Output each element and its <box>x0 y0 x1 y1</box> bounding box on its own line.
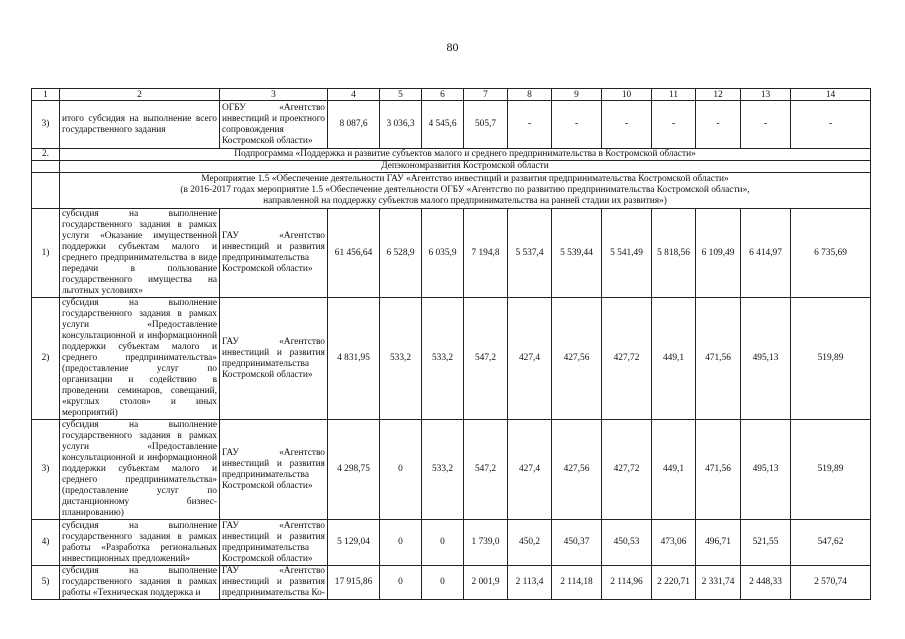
value-cell: 6 528,9 <box>380 209 422 298</box>
value-cell: 6 109,49 <box>696 209 741 298</box>
row-index: 4) <box>32 520 60 566</box>
value-cell: - <box>696 101 741 149</box>
section-title: Подпрограмма «Поддержка и развитие субъектов малого и среднего предпринимательства в Костромской области» <box>60 149 871 161</box>
value-cell: 2 220,71 <box>652 566 696 600</box>
row-description: субсидия на выполнение государственного задания в рамках работы «Техническая поддержка и <box>60 566 220 600</box>
header-cell: 2 <box>60 89 220 101</box>
value-cell: 450,2 <box>508 520 552 566</box>
value-cell: 2 570,74 <box>791 566 871 600</box>
value-cell: 61 456,64 <box>328 209 380 298</box>
header-cell: 3 <box>220 89 328 101</box>
row-description: субсидия на выполнение государственного задания в рамках услуги «Предоставление консультационной и информационной поддержки субъектам малого и среднего предпринимательства» (предоставление услуг по дистанционному бизнес-планированию) <box>60 420 220 520</box>
header-cell: 8 <box>508 89 552 101</box>
value-cell: 471,56 <box>696 298 741 420</box>
value-cell: 473,06 <box>652 520 696 566</box>
value-cell: 4 545,6 <box>422 101 464 149</box>
event-description <box>60 173 871 209</box>
value-cell: 5 539,44 <box>552 209 602 298</box>
value-cell: 533,2 <box>380 298 422 420</box>
value-cell: 2 113,4 <box>508 566 552 600</box>
value-cell: 533,2 <box>422 420 464 520</box>
value-cell: 0 <box>380 420 422 520</box>
value-cell: 496,71 <box>696 520 741 566</box>
value-cell: 519,89 <box>791 420 871 520</box>
value-cell: 0 <box>380 520 422 566</box>
value-cell: 533,2 <box>422 298 464 420</box>
value-cell: 3 036,3 <box>380 101 422 149</box>
header-cell: 6 <box>422 89 464 101</box>
row-index: 5) <box>32 566 60 600</box>
value-cell: 2 001,9 <box>464 566 508 600</box>
header-cell: 1 <box>32 89 60 101</box>
value-cell: 0 <box>380 566 422 600</box>
value-cell: 2 114,18 <box>552 566 602 600</box>
value-cell: 449,1 <box>652 298 696 420</box>
event-line: (в 2016-2017 годах мероприятие 1.5 «Обеспечение деятельности ОГБУ «Агентство по развитию предпринимательства Костромской области», <box>180 185 750 195</box>
row-index: 2) <box>32 298 60 420</box>
value-cell: 5 537,4 <box>508 209 552 298</box>
header-cell: 14 <box>791 89 871 101</box>
value-cell: 2 331,74 <box>696 566 741 600</box>
header-cell: 10 <box>602 89 652 101</box>
value-cell: 4 298,75 <box>328 420 380 520</box>
row-organization: ГАУ «Агентство инвестиций и развития предпринимательства Костромской области» <box>220 420 328 520</box>
table-row <box>32 520 871 566</box>
row-index: 3) <box>32 420 60 520</box>
value-cell: - <box>791 101 871 149</box>
empty-cell <box>32 173 60 209</box>
value-cell: 4 831,95 <box>328 298 380 420</box>
value-cell: 427,4 <box>508 298 552 420</box>
value-cell: 6 735,69 <box>791 209 871 298</box>
dept-row <box>32 161 871 173</box>
value-cell: 8 087,6 <box>328 101 380 149</box>
value-cell: 1 739,0 <box>464 520 508 566</box>
value-cell: 505,7 <box>464 101 508 149</box>
row-organization: ГАУ «Агентство инвестиций и развития предпринимательства Костромской области» <box>220 520 328 566</box>
value-cell: 495,13 <box>741 420 791 520</box>
row-organization: ОГБУ «Агентство инвестиций и проектного сопровождения Костромской области» <box>220 101 328 149</box>
value-cell: 495,13 <box>741 298 791 420</box>
row-description: субсидия на выполнение государственного задания в рамках услуги «Предоставление консультационной и информационной поддержки субъектам малого и среднего предпринимательства» (предоставление услуг по организации и содействию в проведении семинаров, совещаний, «круглых столов» и иных мероприятий) <box>60 298 220 420</box>
event-row <box>32 173 871 209</box>
header-cell: 4 <box>328 89 380 101</box>
row-index: 1) <box>32 209 60 298</box>
value-cell: 2 114,96 <box>602 566 652 600</box>
header-cell: 13 <box>741 89 791 101</box>
empty-cell <box>32 161 60 173</box>
row-organization: ГАУ «Агентство инвестиций и развития предпринимательства Ко- <box>220 566 328 600</box>
header-cell: 12 <box>696 89 741 101</box>
row-description: итого субсидия на выполнение всего государственного задания <box>60 101 220 149</box>
table-row <box>32 566 871 600</box>
table-row <box>32 101 871 149</box>
value-cell: 7 194,8 <box>464 209 508 298</box>
table-row <box>32 209 871 298</box>
value-cell: 6 414,97 <box>741 209 791 298</box>
value-cell: 427,56 <box>552 420 602 520</box>
value-cell: 547,2 <box>464 298 508 420</box>
budget-table <box>31 88 871 600</box>
value-cell: 5 818,56 <box>652 209 696 298</box>
value-cell: 450,37 <box>552 520 602 566</box>
value-cell: - <box>741 101 791 149</box>
value-cell: - <box>652 101 696 149</box>
value-cell: 5 541,49 <box>602 209 652 298</box>
value-cell: 547,62 <box>791 520 871 566</box>
value-cell: 547,2 <box>464 420 508 520</box>
section-row <box>32 149 871 161</box>
value-cell: 450,53 <box>602 520 652 566</box>
header-cell: 7 <box>464 89 508 101</box>
row-description: субсидия на выполнение государственного задания в рамках услуги «Оказание имущественной поддержки субъектам малого и среднего предпринимательства в виде передачи в пользование государственного имущества на льготных условиях» <box>60 209 220 298</box>
value-cell: 521,55 <box>741 520 791 566</box>
column-number-row <box>32 89 871 101</box>
row-organization: ГАУ «Агентство инвестиций и развития предпринимательства Костромской области» <box>220 298 328 420</box>
page-number: 80 <box>446 40 459 54</box>
section-index: 2. <box>32 149 60 161</box>
value-cell: 5 129,04 <box>328 520 380 566</box>
value-cell: 427,72 <box>602 298 652 420</box>
value-cell: 2 448,33 <box>741 566 791 600</box>
value-cell: - <box>552 101 602 149</box>
value-cell: 427,4 <box>508 420 552 520</box>
value-cell: 0 <box>422 566 464 600</box>
table-row <box>32 298 871 420</box>
event-line: направленной на поддержку субъектов малого предпринимательства на ранней стадии их развития») <box>263 196 667 206</box>
row-organization: ГАУ «Агентство инвестиций и развития предпринимательства Костромской области» <box>220 209 328 298</box>
value-cell: 519,89 <box>791 298 871 420</box>
header-cell: 11 <box>652 89 696 101</box>
event-line: Мероприятие 1.5 «Обеспечение деятельности ГАУ «Агентство инвестиций и развития предпринимательства Костромской области» <box>201 174 729 184</box>
row-index: 3) <box>32 101 60 149</box>
value-cell: 427,72 <box>602 420 652 520</box>
value-cell: 6 035,9 <box>422 209 464 298</box>
header-cell: 9 <box>552 89 602 101</box>
value-cell: - <box>602 101 652 149</box>
department-name: Депэкономразвития Костромской области <box>60 161 871 173</box>
value-cell: 427,56 <box>552 298 602 420</box>
value-cell: 449,1 <box>652 420 696 520</box>
value-cell: 17 915,86 <box>328 566 380 600</box>
value-cell: 471,56 <box>696 420 741 520</box>
header-cell: 5 <box>380 89 422 101</box>
value-cell: - <box>508 101 552 149</box>
table-row <box>32 420 871 520</box>
row-description: субсидия на выполнение государственного задания в рамках работы «Разработка региональных инвестиционных предложений» <box>60 520 220 566</box>
value-cell: 0 <box>422 520 464 566</box>
